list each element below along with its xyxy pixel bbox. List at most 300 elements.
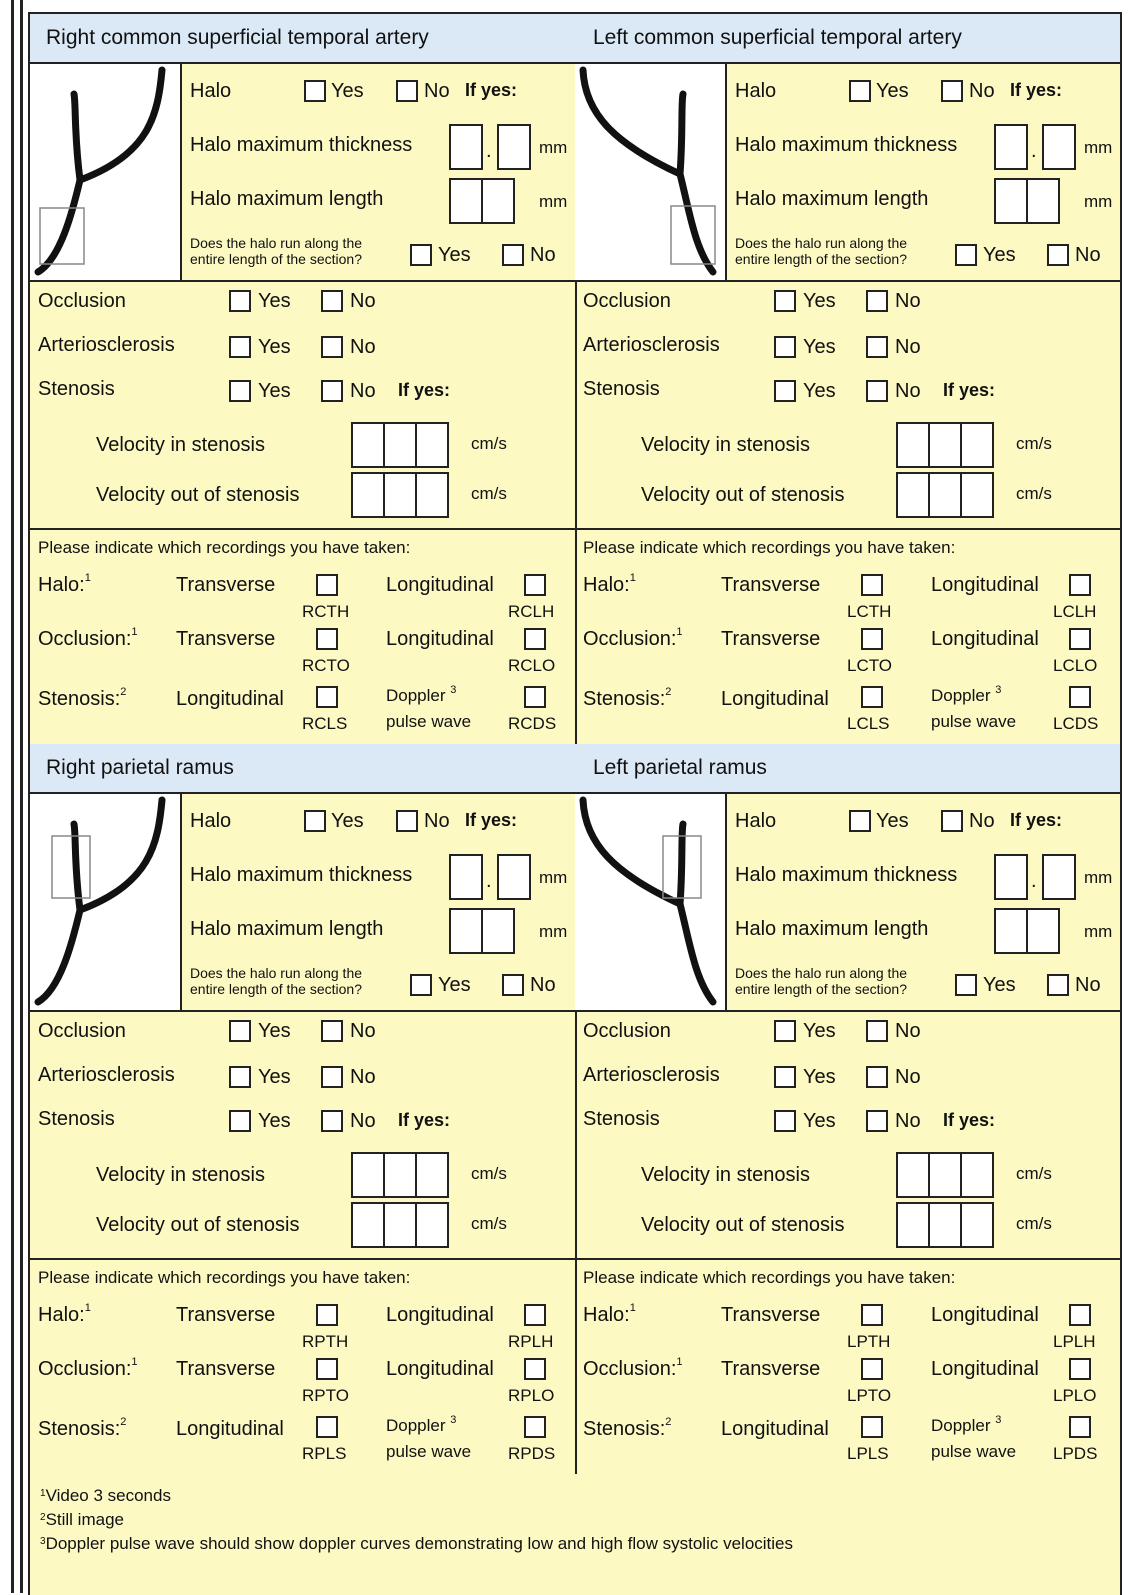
transverse-label: Transverse — [721, 628, 821, 650]
halo-run-no-label: No — [530, 244, 556, 266]
transverse-label: Transverse — [721, 1304, 821, 1326]
mm-unit: mm — [539, 868, 568, 887]
rec-occlusion-label: Occlusion:$^1$ — [583, 1356, 683, 1380]
rec-occlusion-label: Occlusion:$^1$ — [38, 1356, 138, 1380]
stenosis-yes-label: Yes — [258, 380, 291, 402]
longitudinal-label: Longitudinal — [386, 1358, 494, 1380]
velocity-in-label: Velocity in stenosis — [641, 434, 810, 456]
arteriosclerosis-yes-checkbox[interactable] — [229, 336, 251, 358]
occlusion-no-label: No — [895, 1020, 921, 1042]
cms-unit: cm/s — [1016, 1214, 1052, 1233]
velocity-in-box[interactable] — [351, 422, 449, 468]
cms-unit: cm/s — [471, 484, 507, 503]
arteriosclerosis-label: Arteriosclerosis — [38, 334, 175, 356]
recording-code: RCLH — [508, 602, 555, 621]
occlusion-section — [30, 1012, 575, 1260]
rec-halo-label: Halo:$^1$ — [583, 1302, 636, 1326]
longitudinal-label: Longitudinal — [931, 574, 1039, 596]
parietal-ramus-block — [30, 744, 1120, 1474]
occlusion-no-checkbox[interactable] — [866, 1020, 888, 1042]
recordings-section — [575, 1260, 1120, 1472]
halo-run-question: Does the halo run along the entire length of the section? — [190, 965, 363, 997]
occlusion-no-checkbox[interactable] — [321, 290, 343, 312]
halo-label: Halo — [190, 80, 232, 102]
stenosis-if-yes: If yes: — [398, 380, 451, 400]
halo-longitudinal-checkbox[interactable] — [524, 574, 546, 596]
arteriosclerosis-label: Arteriosclerosis — [583, 1064, 720, 1086]
recording-code: LCLH — [1053, 602, 1097, 621]
occlusion-yes-label: Yes — [258, 1020, 291, 1042]
section-title: Left common superficial temporal artery — [593, 26, 962, 49]
occlusion-section — [30, 282, 575, 530]
decimal-separator: . — [486, 870, 492, 892]
mm-unit: mm — [1084, 868, 1113, 887]
stenosis-yes-label: Yes — [803, 380, 836, 402]
halo-run-question: Does the halo run along the entire length of the section? — [735, 235, 908, 267]
halo-run-yes-checkbox[interactable] — [955, 244, 977, 266]
artery-vessel-path — [583, 70, 713, 272]
arteriosclerosis-yes-label: Yes — [803, 1066, 836, 1088]
recordings-section — [575, 530, 1120, 742]
left-artery-column — [30, 14, 577, 744]
halo-section — [575, 64, 1120, 282]
stenosis-no-checkbox[interactable] — [321, 1110, 343, 1132]
measurement-window-box — [52, 836, 90, 898]
recording-code: RCTH — [302, 602, 350, 621]
pulse-wave-label: pulse wave — [931, 712, 1017, 731]
recording-code: RCLO — [508, 656, 556, 675]
halo-thickness-fraction-box[interactable] — [1042, 124, 1076, 170]
occlusion-label: Occlusion — [583, 290, 671, 312]
cms-unit: cm/s — [471, 1214, 507, 1233]
longitudinal-label: Longitudinal — [176, 1418, 284, 1440]
artery-vessel-path — [583, 800, 713, 1002]
occlusion-yes-checkbox[interactable] — [229, 290, 251, 312]
halo-section — [30, 794, 575, 1012]
velocity-out-box[interactable] — [351, 1202, 449, 1248]
recordings-section — [30, 530, 575, 742]
halo-run-yes-checkbox[interactable] — [955, 974, 977, 996]
halo-run-no-label: No — [530, 974, 556, 996]
doppler-checkbox[interactable] — [524, 1416, 546, 1438]
halo-run-no-checkbox[interactable] — [1047, 974, 1069, 996]
halo-thickness-fraction-box[interactable] — [1042, 854, 1076, 900]
stenosis-label: Stenosis — [38, 378, 115, 400]
mm-unit: mm — [1084, 192, 1113, 211]
occlusion-transverse-checkbox[interactable] — [861, 1358, 883, 1380]
stenosis-no-checkbox[interactable] — [866, 380, 888, 402]
occlusion-yes-label: Yes — [803, 290, 836, 312]
transverse-label: Transverse — [176, 628, 276, 650]
transverse-label: Transverse — [176, 1304, 276, 1326]
velocity-out-label: Velocity out of stenosis — [641, 484, 845, 506]
pulse-wave-label: pulse wave — [386, 712, 472, 731]
stenosis-if-yes: If yes: — [943, 380, 996, 400]
halo-if-yes: If yes: — [465, 80, 518, 100]
recording-code: RPLH — [508, 1332, 554, 1351]
velocity-out-box[interactable] — [896, 1202, 994, 1248]
recording-code: LCDS — [1053, 714, 1099, 733]
longitudinal-label: Longitudinal — [931, 1358, 1039, 1380]
doppler-checkbox[interactable] — [1069, 686, 1091, 708]
recording-code: LCLS — [847, 714, 890, 733]
section-title: Right parietal ramus — [46, 756, 234, 779]
stenosis-yes-checkbox[interactable] — [229, 1110, 251, 1132]
occlusion-longitudinal-checkbox[interactable] — [1069, 628, 1091, 650]
decimal-separator: . — [1031, 870, 1037, 892]
decimal-separator: . — [486, 140, 492, 162]
doppler-label: Doppler $^3$ — [386, 684, 457, 705]
halo-run-no-label: No — [1075, 974, 1101, 996]
velocity-in-box[interactable] — [351, 1152, 449, 1198]
velocity-out-box[interactable] — [351, 472, 449, 518]
halo-yes-label: Yes — [876, 80, 909, 102]
margin-bar — [11, 0, 14, 1593]
halo-thickness-whole-box[interactable] — [994, 124, 1028, 170]
occlusion-label: Occlusion — [583, 1020, 671, 1042]
halo-yes-label: Yes — [331, 810, 364, 832]
stenosis-no-checkbox[interactable] — [866, 1110, 888, 1132]
recording-code: RPLO — [508, 1386, 555, 1405]
footnotes — [40, 1484, 793, 1556]
doppler-label: Doppler $^3$ — [386, 1414, 457, 1435]
halo-yes-label: Yes — [876, 810, 909, 832]
halo-no-label: No — [969, 80, 995, 102]
artery-diagram-svg — [575, 794, 725, 1010]
pulse-wave-label: pulse wave — [386, 1442, 472, 1461]
common-artery-block — [30, 14, 1120, 746]
halo-run-yes-label: Yes — [983, 244, 1016, 266]
halo-no-checkbox[interactable] — [941, 80, 963, 102]
artery-diagram — [575, 64, 727, 280]
cms-unit: cm/s — [1016, 434, 1052, 453]
cms-unit: cm/s — [1016, 1164, 1052, 1183]
artery-diagram-svg — [30, 794, 180, 1010]
halo-length-box[interactable] — [994, 908, 1060, 954]
stenosis-if-yes: If yes: — [943, 1110, 996, 1130]
doppler-label: Doppler $^3$ — [931, 1414, 1002, 1435]
halo-run-yes-label: Yes — [438, 244, 471, 266]
artery-diagram — [30, 64, 182, 280]
occlusion-no-label: No — [350, 290, 376, 312]
arteriosclerosis-yes-label: Yes — [258, 336, 291, 358]
stenosis-longitudinal-checkbox[interactable] — [316, 686, 338, 708]
velocity-in-label: Velocity in stenosis — [96, 434, 265, 456]
stenosis-if-yes: If yes: — [398, 1110, 451, 1130]
stenosis-label: Stenosis — [583, 378, 660, 400]
recordings-instruction: Please indicate which recordings you have taken: — [38, 1268, 411, 1287]
longitudinal-label: Longitudinal — [931, 628, 1039, 650]
recordings-instruction: Please indicate which recordings you have taken: — [583, 538, 956, 557]
arteriosclerosis-label: Arteriosclerosis — [583, 334, 720, 356]
velocity-out-box[interactable] — [896, 472, 994, 518]
halo-run-no-checkbox[interactable] — [1047, 244, 1069, 266]
halo-transverse-checkbox[interactable] — [316, 574, 338, 596]
longitudinal-label: Longitudinal — [176, 688, 284, 710]
halo-run-no-checkbox[interactable] — [502, 974, 524, 996]
stenosis-no-label: No — [350, 1110, 376, 1132]
halo-section — [30, 64, 575, 282]
halo-length-box[interactable] — [449, 178, 515, 224]
occlusion-no-label: No — [895, 290, 921, 312]
halo-if-yes: If yes: — [465, 810, 518, 830]
section-header — [575, 14, 1120, 64]
halo-run-yes-checkbox[interactable] — [410, 244, 432, 266]
halo-no-checkbox[interactable] — [941, 810, 963, 832]
halo-length-label: Halo maximum length — [735, 188, 929, 210]
transverse-label: Transverse — [176, 574, 276, 596]
halo-no-checkbox[interactable] — [396, 810, 418, 832]
rec-stenosis-label: Stenosis:$^2$ — [38, 686, 127, 710]
occlusion-longitudinal-checkbox[interactable] — [524, 1358, 546, 1380]
halo-longitudinal-checkbox[interactable] — [1069, 1304, 1091, 1326]
halo-transverse-checkbox[interactable] — [861, 574, 883, 596]
pulse-wave-label: pulse wave — [931, 1442, 1017, 1461]
stenosis-longitudinal-checkbox[interactable] — [316, 1416, 338, 1438]
mm-unit: mm — [539, 192, 568, 211]
artery-diagram-svg — [30, 64, 180, 280]
occlusion-no-checkbox[interactable] — [866, 290, 888, 312]
stenosis-yes-checkbox[interactable] — [774, 380, 796, 402]
transverse-label: Transverse — [176, 1358, 276, 1380]
longitudinal-label: Longitudinal — [721, 1418, 829, 1440]
occlusion-yes-label: Yes — [803, 1020, 836, 1042]
halo-length-label: Halo maximum length — [735, 918, 929, 940]
occlusion-yes-label: Yes — [258, 290, 291, 312]
recording-code: RPTH — [302, 1332, 349, 1351]
longitudinal-label: Longitudinal — [721, 688, 829, 710]
halo-no-checkbox[interactable] — [396, 80, 418, 102]
recordings-section — [30, 1260, 575, 1472]
arteriosclerosis-no-label: No — [350, 336, 376, 358]
halo-yes-checkbox[interactable] — [849, 810, 871, 832]
rec-halo-label: Halo:$^1$ — [38, 1302, 91, 1326]
cms-unit: cm/s — [1016, 484, 1052, 503]
stenosis-yes-checkbox[interactable] — [229, 380, 251, 402]
halo-thickness-whole-box[interactable] — [449, 124, 483, 170]
halo-yes-label: Yes — [331, 80, 364, 102]
halo-length-box[interactable] — [449, 908, 515, 954]
rec-occlusion-label: Occlusion:$^1$ — [583, 626, 683, 650]
halo-no-label: No — [424, 80, 450, 102]
velocity-out-label: Velocity out of stenosis — [641, 1214, 845, 1236]
section-header — [30, 14, 575, 64]
occlusion-longitudinal-checkbox[interactable] — [524, 628, 546, 650]
left-artery-column — [30, 744, 577, 1474]
halo-length-box[interactable] — [994, 178, 1060, 224]
longitudinal-label: Longitudinal — [386, 574, 494, 596]
longitudinal-label: Longitudinal — [931, 1304, 1039, 1326]
recording-code: LCLO — [1053, 656, 1098, 675]
occlusion-yes-checkbox[interactable] — [774, 290, 796, 312]
recording-code: RPTO — [302, 1386, 349, 1405]
stenosis-label: Stenosis — [583, 1108, 660, 1130]
arteriosclerosis-no-checkbox[interactable] — [321, 336, 343, 358]
arteriosclerosis-yes-checkbox[interactable] — [774, 336, 796, 358]
stenosis-yes-checkbox[interactable] — [774, 1110, 796, 1132]
halo-yes-checkbox[interactable] — [849, 80, 871, 102]
right-artery-column — [575, 744, 1120, 1474]
transverse-label: Transverse — [721, 574, 821, 596]
halo-if-yes: If yes: — [1010, 810, 1063, 830]
occlusion-transverse-checkbox[interactable] — [861, 628, 883, 650]
occlusion-label: Occlusion — [38, 1020, 126, 1042]
rec-stenosis-label: Stenosis:$^2$ — [583, 686, 672, 710]
recording-code: LCTO — [847, 656, 893, 675]
halo-longitudinal-checkbox[interactable] — [1069, 574, 1091, 596]
stenosis-yes-label: Yes — [258, 1110, 291, 1132]
arteriosclerosis-no-checkbox[interactable] — [866, 336, 888, 358]
halo-label: Halo — [735, 810, 777, 832]
halo-thickness-fraction-box[interactable] — [497, 124, 531, 170]
recording-code: RPDS — [508, 1444, 556, 1463]
recordings-instruction: Please indicate which recordings you have taken: — [38, 538, 411, 557]
stenosis-yes-label: Yes — [803, 1110, 836, 1132]
artery-diagram-svg — [575, 64, 725, 280]
halo-section — [575, 794, 1120, 1012]
recording-code: LCTH — [847, 602, 892, 621]
arteriosclerosis-yes-checkbox[interactable] — [229, 1066, 251, 1088]
mm-unit: mm — [1084, 138, 1113, 157]
section-header — [30, 744, 575, 794]
occlusion-longitudinal-checkbox[interactable] — [1069, 1358, 1091, 1380]
arteriosclerosis-yes-label: Yes — [803, 336, 836, 358]
arteriosclerosis-yes-checkbox[interactable] — [774, 1066, 796, 1088]
recording-code: LPLO — [1053, 1386, 1097, 1405]
section-header — [575, 744, 1120, 794]
arteriosclerosis-no-label: No — [895, 1066, 921, 1088]
mm-unit: mm — [539, 922, 568, 941]
footnote-1: $^1$Video 3 seconds — [40, 1486, 171, 1505]
halo-thickness-label: Halo maximum thickness — [190, 864, 413, 886]
section-title: Right common superficial temporal artery — [46, 26, 429, 49]
artery-vessel-path — [38, 800, 162, 1002]
halo-thickness-whole-box[interactable] — [994, 854, 1028, 900]
recording-code: LPLS — [847, 1444, 889, 1463]
cms-unit: cm/s — [471, 434, 507, 453]
rec-halo-label: Halo:$^1$ — [583, 572, 636, 596]
recording-code: RPLS — [302, 1444, 347, 1463]
halo-transverse-checkbox[interactable] — [316, 1304, 338, 1326]
artery-diagram — [30, 794, 182, 1010]
artery-vessel-path — [38, 70, 162, 272]
recording-code: LPDS — [1053, 1444, 1098, 1463]
occlusion-section — [575, 282, 1120, 530]
halo-run-yes-label: Yes — [438, 974, 471, 996]
recording-code: RCLS — [302, 714, 348, 733]
halo-thickness-label: Halo maximum thickness — [735, 134, 958, 156]
velocity-in-box[interactable] — [896, 1152, 994, 1198]
velocity-in-label: Velocity in stenosis — [96, 1164, 265, 1186]
halo-run-yes-checkbox[interactable] — [410, 974, 432, 996]
halo-run-question: Does the halo run along the entire length of the section? — [190, 235, 363, 267]
halo-run-yes-label: Yes — [983, 974, 1016, 996]
transverse-label: Transverse — [721, 1358, 821, 1380]
right-artery-column — [575, 14, 1120, 744]
doppler-label: Doppler $^3$ — [931, 684, 1002, 705]
section-title: Left parietal ramus — [593, 756, 767, 779]
velocity-in-box[interactable] — [896, 422, 994, 468]
recordings-instruction: Please indicate which recordings you have taken: — [583, 1268, 956, 1287]
velocity-out-label: Velocity out of stenosis — [96, 1214, 300, 1236]
margin-bar — [20, 0, 23, 1593]
halo-thickness-whole-box[interactable] — [449, 854, 483, 900]
occlusion-yes-checkbox[interactable] — [229, 1020, 251, 1042]
stenosis-no-checkbox[interactable] — [321, 380, 343, 402]
halo-yes-checkbox[interactable] — [304, 810, 326, 832]
longitudinal-label: Longitudinal — [386, 628, 494, 650]
stenosis-no-label: No — [895, 1110, 921, 1132]
decimal-separator: . — [1031, 140, 1037, 162]
halo-no-label: No — [424, 810, 450, 832]
stenosis-longitudinal-checkbox[interactable] — [861, 1416, 883, 1438]
rec-halo-label: Halo:$^1$ — [38, 572, 91, 596]
halo-if-yes: If yes: — [1010, 80, 1063, 100]
stenosis-label: Stenosis — [38, 1108, 115, 1130]
halo-longitudinal-checkbox[interactable] — [524, 1304, 546, 1326]
arteriosclerosis-label: Arteriosclerosis — [38, 1064, 175, 1086]
doppler-checkbox[interactable] — [524, 686, 546, 708]
occlusion-no-checkbox[interactable] — [321, 1020, 343, 1042]
halo-label: Halo — [190, 810, 232, 832]
halo-yes-checkbox[interactable] — [304, 80, 326, 102]
footnote-2: $^2$Still image — [40, 1510, 124, 1529]
halo-thickness-label: Halo maximum thickness — [735, 864, 958, 886]
recording-code: RCTO — [302, 656, 350, 675]
arteriosclerosis-no-label: No — [350, 1066, 376, 1088]
occlusion-label: Occlusion — [38, 290, 126, 312]
rec-occlusion-label: Occlusion:$^1$ — [38, 626, 138, 650]
stenosis-no-label: No — [895, 380, 921, 402]
recording-code: RCDS — [508, 714, 557, 733]
halo-thickness-label: Halo maximum thickness — [190, 134, 413, 156]
halo-length-label: Halo maximum length — [190, 188, 384, 210]
arteriosclerosis-no-label: No — [895, 336, 921, 358]
halo-run-no-checkbox[interactable] — [502, 244, 524, 266]
rec-stenosis-label: Stenosis:$^2$ — [38, 1416, 127, 1440]
rec-stenosis-label: Stenosis:$^2$ — [583, 1416, 672, 1440]
occlusion-transverse-checkbox[interactable] — [316, 1358, 338, 1380]
longitudinal-label: Longitudinal — [386, 1304, 494, 1326]
halo-thickness-fraction-box[interactable] — [497, 854, 531, 900]
mm-unit: mm — [539, 138, 568, 157]
halo-run-no-label: No — [1075, 244, 1101, 266]
footnote-3: $^3$Doppler pulse wave should show doppler curves demonstrating low and high flow systolic velocities — [40, 1534, 794, 1553]
stenosis-longitudinal-checkbox[interactable] — [861, 686, 883, 708]
arteriosclerosis-yes-label: Yes — [258, 1066, 291, 1088]
mm-unit: mm — [1084, 922, 1113, 941]
occlusion-section — [575, 1012, 1120, 1260]
velocity-out-label: Velocity out of stenosis — [96, 484, 300, 506]
form-body — [28, 12, 1122, 1595]
cms-unit: cm/s — [471, 1164, 507, 1183]
halo-label: Halo — [735, 80, 777, 102]
occlusion-yes-checkbox[interactable] — [774, 1020, 796, 1042]
halo-run-question: Does the halo run along the entire length of the section? — [735, 965, 908, 997]
halo-no-label: No — [969, 810, 995, 832]
arteriosclerosis-no-checkbox[interactable] — [866, 1066, 888, 1088]
arteriosclerosis-no-checkbox[interactable] — [321, 1066, 343, 1088]
occlusion-transverse-checkbox[interactable] — [316, 628, 338, 650]
velocity-in-label: Velocity in stenosis — [641, 1164, 810, 1186]
halo-transverse-checkbox[interactable] — [861, 1304, 883, 1326]
occlusion-no-label: No — [350, 1020, 376, 1042]
doppler-checkbox[interactable] — [1069, 1416, 1091, 1438]
halo-length-label: Halo maximum length — [190, 918, 384, 940]
artery-diagram — [575, 794, 727, 1010]
stenosis-no-label: No — [350, 380, 376, 402]
recording-code: LPLH — [1053, 1332, 1096, 1351]
